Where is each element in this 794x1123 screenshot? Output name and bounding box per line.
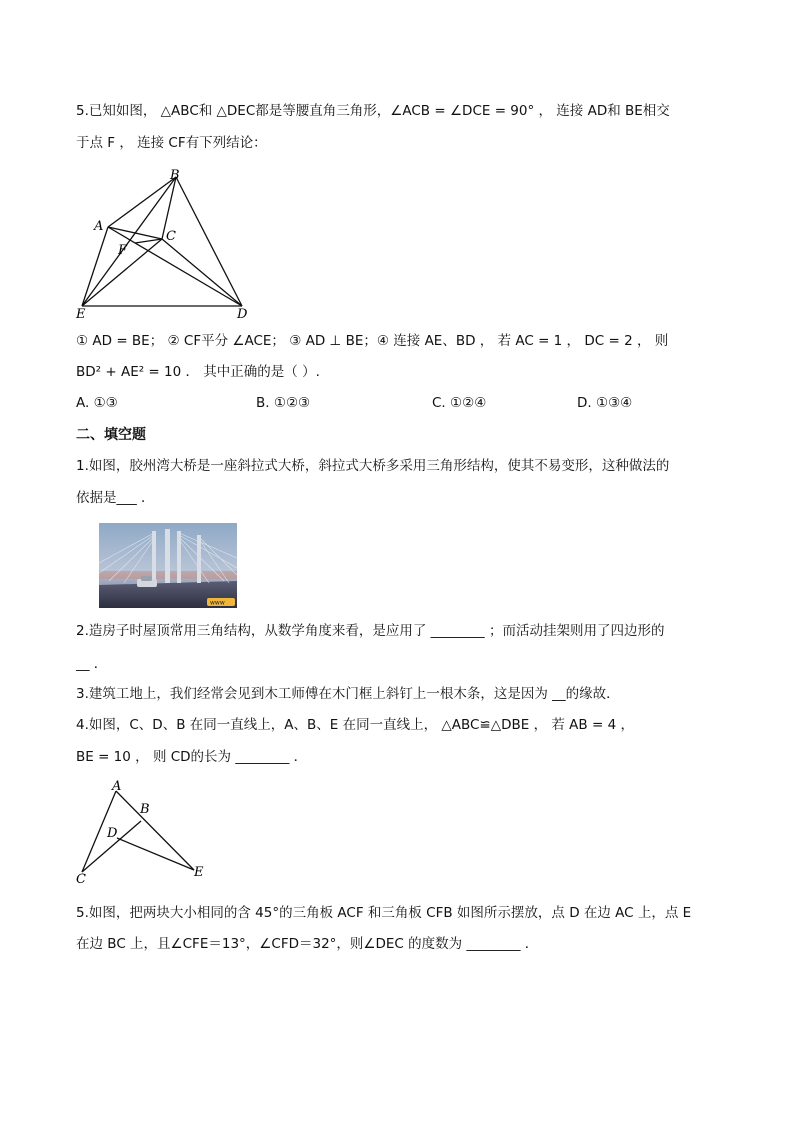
option-c[interactable]: C. ①②④	[432, 395, 487, 411]
photo-watermark: www	[210, 599, 225, 607]
question-4-figure	[72, 778, 212, 888]
question-5-stem-line2: 于点 F ， 连接 CF有下列结论：	[76, 135, 267, 151]
fill-q2-line1: 2.造房子时屋顶常用三角结构，从数学角度来看，是应用了 ________ ；而活动挂架则用了四边形的	[76, 623, 665, 639]
q4-label-B: B	[140, 802, 150, 817]
figure-label-F: F	[118, 243, 128, 258]
option-a[interactable]: A. ①③	[76, 395, 118, 411]
section-heading-fill-in: 二、填空题	[76, 427, 146, 443]
bridge-photo	[99, 523, 237, 608]
fill-q1-line2: 依据是___ ．	[76, 490, 155, 506]
fill-q5-line1: 5.如图，把两块大小相同的含 45°的三角板 ACF 和三角板 CFB 如图所示摆放，点 D 在边 AC 上，点 E	[76, 905, 692, 921]
option-b[interactable]: B. ①②③	[256, 395, 311, 411]
fill-q1-line1: 1.如图，胶州湾大桥是一座斜拉式大桥，斜拉式大桥多采用三角形结构，使其不易变形，这种做法的	[76, 458, 670, 474]
question-5-conclusions-line2: BD² + AE² = 10 ． 其中正确的是（ ）.	[76, 364, 320, 380]
q4-label-E: E	[194, 865, 204, 880]
fill-q4-line1: 4.如图，C、D、B 在同一直线上，A、B、E 在同一直线上， △ABC≌△DBE ， 若 AB = 4 ，	[76, 717, 634, 733]
figure-label-C: C	[166, 229, 176, 244]
fill-q2-line2: __ ．	[76, 656, 108, 672]
q4-label-D: D	[107, 826, 118, 841]
figure-label-B: B	[170, 168, 180, 183]
question-5-stem-line1: 5.已知如图， △ABC和 △DEC都是等腰直角三角形，∠ACB = ∠DCE = 90° ， 连接 AD和 BE相交	[76, 103, 670, 119]
option-d[interactable]: D. ①③④	[577, 395, 633, 411]
question-5-figure	[74, 164, 254, 320]
figure-label-D: D	[237, 307, 248, 320]
question-5-conclusions-line1: ① AD = BE； ② CF平分 ∠ACE； ③ AD ⊥ BE；④ 连接 AE、BD ， 若 AC = 1 ， DC = 2 ， 则	[76, 333, 669, 349]
fill-q4-line2: BE = 10 ， 则 CD的长为 ________ ．	[76, 749, 308, 765]
figure-label-E: E	[76, 307, 86, 320]
fill-q5-line2: 在边 BC 上，且∠CFE＝13°，∠CFD＝32°，则∠DEC 的度数为 ________ ．	[76, 936, 539, 952]
q4-label-A: A	[112, 779, 122, 794]
q4-label-C: C	[76, 872, 86, 887]
figure-label-A: A	[94, 219, 104, 234]
fill-q3: 3.建筑工地上，我们经常会见到木工师傅在木门框上斜钉上一根木条，这是因为 __的缘故．	[76, 686, 620, 702]
